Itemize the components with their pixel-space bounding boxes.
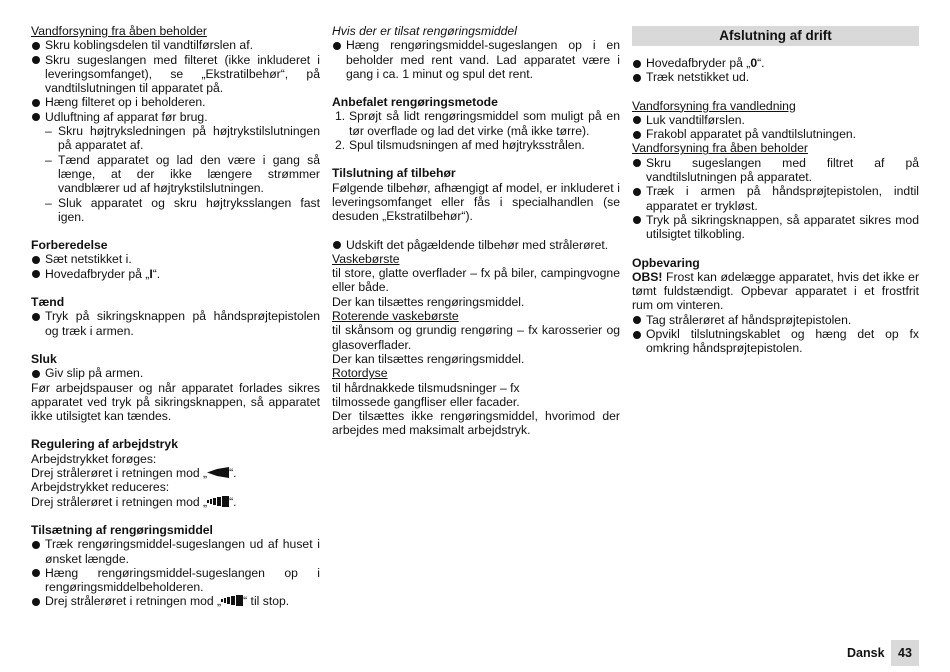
pressure-high-icon xyxy=(207,467,229,478)
bullet-item xyxy=(632,156,919,185)
subheading-text: Rotordyse xyxy=(332,366,388,381)
text-segment: Der tilsættes ikke rengøringsmiddel, hvorimod der arbejdes med maksimalt arbejdstryk. xyxy=(332,409,620,438)
text-segment: “. xyxy=(757,56,765,70)
text-segment: Der kan tilsættes rengøringsmiddel. xyxy=(332,294,525,309)
bullet-item xyxy=(31,53,320,96)
text-segment: Tryk på sikringsknappen på håndsprøjtepistolen og træk i armen. xyxy=(45,309,320,338)
text-segment: Udluftning af apparat før brug. xyxy=(45,109,208,124)
text-segment: Hæng rengøringsmiddel-sugeslangen op i rengøringsmiddelbeholderen. xyxy=(45,565,320,595)
page-number: 43 xyxy=(891,640,919,666)
text-segment: Der kan tilsættes rengøringsmiddel. xyxy=(332,351,525,366)
text-segment: Drej strålerøret i retningen mod „ xyxy=(45,594,222,609)
item-text: Sprøjt så lidt rengøringsmiddel som muligt på en tør overflade og lad det virke (må ikke tørre). xyxy=(349,109,620,138)
paragraph xyxy=(31,452,320,466)
text-segment: Drej strålerøret i retningen mod „ xyxy=(31,494,208,509)
section-heading: Opbevaring xyxy=(632,255,700,270)
item-text: Skru højtryksledningen på højtrykstilslutningen på apparatet af. xyxy=(58,124,320,153)
text-segment: Hæng rengøringsmiddel-sugeslangen op i en beholder med rent vand. Lad apparatet være i gang i ca. 1 minut og spul det rent. xyxy=(346,38,620,81)
paragraph xyxy=(31,495,320,509)
subheading xyxy=(632,99,919,113)
subheading-text: Vandforsyning fra vandledning xyxy=(632,98,796,113)
text-segment: “. xyxy=(229,494,237,509)
bullet-item xyxy=(31,252,320,266)
subheading xyxy=(31,24,320,38)
numbered-item xyxy=(332,138,620,152)
bullet-item xyxy=(632,56,919,70)
pressure-low-icon xyxy=(221,595,243,606)
paragraph xyxy=(332,323,620,352)
section-heading: Tænd xyxy=(31,295,65,310)
text-segment: til store, glatte overflader – fx på biler, campingvogne eller både. xyxy=(332,266,620,295)
dash-item xyxy=(31,124,320,153)
subheading-text: Vandforsyning fra åben beholder xyxy=(31,24,207,38)
text-segment: Skru sugeslangen med filteret (ikke inkluderet i leveringsomfanget), se „Ekstratilbehør“, på vandtilslutningen til apparatet på. xyxy=(45,52,320,96)
spacer xyxy=(31,224,320,238)
bullet-item xyxy=(31,309,320,338)
paragraph xyxy=(31,480,320,494)
switch-position: 0 xyxy=(750,56,758,70)
bullet-item xyxy=(332,38,620,81)
bullet-item xyxy=(31,537,320,566)
subheading xyxy=(632,141,919,155)
spacer xyxy=(31,338,320,352)
text-segment: Tag strålerøret af håndsprøjtepistolen. xyxy=(646,312,852,327)
footer-language: Dansk xyxy=(847,646,885,660)
spacer xyxy=(31,423,320,437)
text-segment: Skru sugeslangen med filtret af på vandtilslutningen på apparatet. xyxy=(646,155,919,185)
text-segment: Frakobl apparatet på vandtilslutningen. xyxy=(646,127,857,142)
spacer xyxy=(332,152,620,166)
text-segment: Luk vandtilførslen. xyxy=(646,112,745,127)
text-segment: “. xyxy=(229,466,237,481)
subheading-text: Vaskebørste xyxy=(332,251,400,266)
paragraph xyxy=(632,270,919,313)
paragraph xyxy=(332,266,620,295)
text-segment: Skru koblingsdelen til vandtilførslen af. xyxy=(45,38,253,53)
bullet-item xyxy=(632,327,919,356)
section-heading: Sluk xyxy=(31,351,57,366)
spacer xyxy=(31,509,320,523)
spacer xyxy=(332,224,620,238)
text-segment: Hovedafbryder på „ xyxy=(646,56,751,70)
text-segment: Arbejdstrykket forøges: xyxy=(31,451,157,466)
bullet-item xyxy=(31,566,320,595)
paragraph xyxy=(332,409,620,438)
spacer xyxy=(632,85,919,99)
text-segment: Sæt netstikket i. xyxy=(45,252,132,267)
text-segment: “ til stop. xyxy=(243,594,290,609)
dash-item xyxy=(31,153,320,196)
subheading xyxy=(332,309,620,323)
switch-position: I xyxy=(149,266,153,281)
item-number: 2. xyxy=(335,138,346,153)
text-segment: Hovedafbryder på „ xyxy=(45,266,150,281)
text-segment: Drej strålerøret i retningen mod „ xyxy=(31,466,208,481)
pressure-low-icon xyxy=(207,496,229,507)
paragraph xyxy=(31,466,320,480)
paragraph xyxy=(332,395,620,409)
column-right xyxy=(632,24,919,356)
emphasis-text: OBS! xyxy=(632,269,663,284)
section-heading: Forberedelse xyxy=(31,238,108,253)
bullet-item xyxy=(31,95,320,109)
text-segment: Opvikl tilslutningskablet og hæng det op fx omkring håndsprøjtepistolen. xyxy=(646,327,919,356)
section-heading: Regulering af arbejdstryk xyxy=(31,437,178,452)
bullet-item xyxy=(31,110,320,124)
text-segment: Træk i armen på håndsprøjtepistolen, indtil apparatet er trykløst. xyxy=(646,184,919,213)
text-segment: Træk rengøringsmiddel-sugeslangen ud af huset i ønsket længde. xyxy=(45,537,320,566)
spacer xyxy=(332,81,620,95)
section-heading: Tilslutning af tilbehør xyxy=(332,166,456,181)
text-segment: Før arbejdspauser og når apparatet forlades sikres apparatet ved tryk på sikringsknappen, så apparatet ikke utilsigtet kan tændes. xyxy=(31,380,320,424)
column-middle xyxy=(332,24,620,438)
bullet-item xyxy=(632,213,919,242)
text-segment: til hårdnakkede tilsmudsninger – fx xyxy=(332,380,520,395)
text-segment: Udskift det pågældende tilbehør med strålerøret. xyxy=(346,237,609,252)
paragraph xyxy=(332,352,620,366)
text-segment: Tryk på sikringsknappen, så apparatet sikres mod utilsigtet tilkobling. xyxy=(646,212,919,242)
text-segment: Følgende tilbehør, afhængigt af model, er inkluderet i leveringsomfanget eller fås i specialhandlen (se desuden „Ekstratilbehør“). xyxy=(332,180,620,224)
text-segment: til skånsom og grundig rengøring – fx karosserier og glasoverflader. xyxy=(332,323,620,352)
bullet-item xyxy=(31,267,320,281)
column-left xyxy=(31,24,320,609)
paragraph xyxy=(332,181,620,224)
bullet-item xyxy=(31,594,320,608)
bullet-item xyxy=(31,366,320,380)
bullet-item xyxy=(632,184,919,213)
section-title-bar: Afslutning af drift xyxy=(632,26,919,46)
text-segment: “. xyxy=(152,266,161,281)
text-segment: Giv slip på armen. xyxy=(45,366,144,381)
paragraph xyxy=(31,381,320,424)
subheading xyxy=(332,366,620,380)
text-segment: tilmossede gangfliser eller facader. xyxy=(332,394,520,409)
subheading-text: Vandforsyning fra åben beholder xyxy=(632,141,808,156)
spacer xyxy=(632,242,919,256)
text-segment: Arbejdstrykket reduceres: xyxy=(31,480,170,495)
text-segment: Træk netstikket ud. xyxy=(646,70,750,85)
italic-subheading: Hvis der er tilsat rengøringsmiddel xyxy=(332,24,517,38)
bullet-item xyxy=(632,113,919,127)
section-heading: Anbefalet rengøringsmetode xyxy=(332,95,498,110)
subheading-text: Roterende vaskebørste xyxy=(332,309,459,324)
spacer xyxy=(31,281,320,295)
bullet-item xyxy=(632,313,919,327)
item-number: 1. xyxy=(335,109,346,124)
item-text: Sluk apparatet og skru højtryksslangen fast igen. xyxy=(58,195,320,224)
dash-item xyxy=(31,196,320,225)
subheading xyxy=(332,252,620,266)
bullet-item xyxy=(31,38,320,52)
item-text: Spul tilsmudsningen af med højtryksstrålen. xyxy=(349,138,585,153)
bullet-item xyxy=(632,70,919,84)
bullet-item xyxy=(332,238,620,252)
bullet-item xyxy=(632,127,919,141)
text-segment: Frost kan ødelægge apparatet, hvis det ikke er tømt fuldstændigt. Opbevar apparatet i et frostfrit rum om vinteren. xyxy=(632,269,919,313)
paragraph xyxy=(332,295,620,309)
text-segment: Hæng filteret op i beholderen. xyxy=(45,95,206,110)
numbered-item xyxy=(332,109,620,138)
item-text: Tænd apparatet og lad den være i gang så længe, at der ikke længere strømmer vandblærer ud af højtrykstilslutningen. xyxy=(58,152,320,196)
section-heading: Tilsætning af rengøringsmiddel xyxy=(31,522,213,537)
paragraph xyxy=(332,381,620,395)
